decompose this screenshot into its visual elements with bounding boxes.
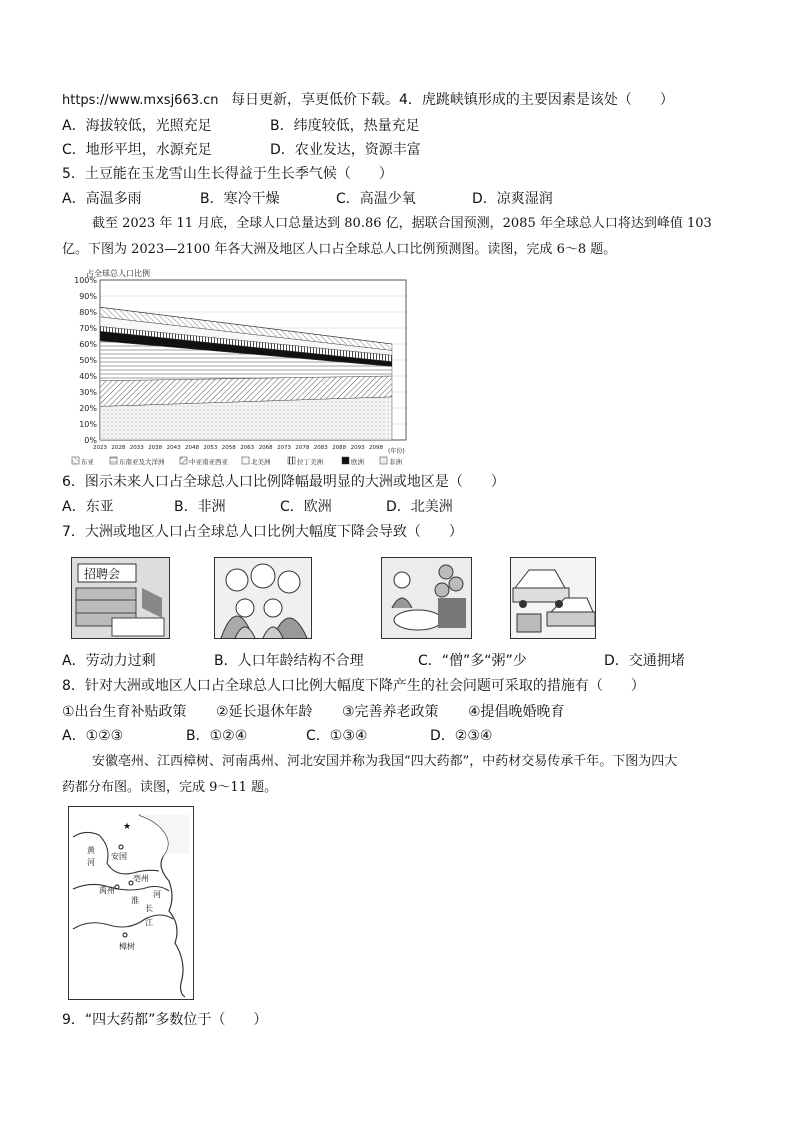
intro1-line2: 亿。下图为 2023—2100 年各大洲及地区人口占全球总人口比例预测图。读图，完成 6～8 题。 xyxy=(62,242,617,257)
chart-xtick-label: 2028 xyxy=(111,445,126,451)
map-label-chang: 长 xyxy=(145,904,153,913)
q7-pic-family xyxy=(214,557,312,639)
chart-xtick-label: 2048 xyxy=(185,445,199,451)
chart-legend-label: 非洲 xyxy=(389,458,402,466)
intro1-line1: 截至 2023 年 11 月底，全球人口总量达到 80.86 亿，据联合国预测，2085 年全球总人口将达到峰值 103 xyxy=(92,216,712,231)
chart-xtick-label: 2078 xyxy=(295,445,310,451)
chart-legend-label: 中亚南亚西亚 xyxy=(189,458,228,466)
chart-xtick-label: 2063 xyxy=(240,445,255,451)
chart-ytick-label: 30% xyxy=(79,388,97,397)
chart-xtick-label: 2083 xyxy=(313,445,328,451)
q6-option-c: C．欧洲 xyxy=(280,499,332,515)
q8-item-4: ④提倡晚婚晚育 xyxy=(468,704,565,720)
intro2-line1: 安徽亳州、江西樟树、河南禹州、河北安国并称为我国“四大药都”，中药材交易传承千年。下图为四大 xyxy=(92,754,678,769)
q8-item-2: ②延长退休年龄 xyxy=(216,704,313,720)
chart-ytick-label: 70% xyxy=(79,324,97,333)
q4-option-b: B．纬度较低，热量充足 xyxy=(270,118,420,134)
chart-legend-swatch xyxy=(180,457,187,464)
chart-ylabel: 占全球总人口比例 xyxy=(86,269,150,278)
q9-stem: 9．“四大药都”多数位于（ ） xyxy=(62,1012,268,1028)
chart-legend-label: 东南亚及大洋洲 xyxy=(119,458,165,466)
chart-legend-label: 拉丁美洲 xyxy=(297,458,323,466)
q5-option-c: C．高温少氧 xyxy=(336,191,416,207)
chart-ytick-label: 100% xyxy=(74,276,97,285)
chart-ytick-label: 80% xyxy=(79,308,97,317)
q8-option-d: D．②③④ xyxy=(430,728,493,744)
q6-option-a: A．东亚 xyxy=(62,499,114,515)
chart-ytick-label: 0% xyxy=(84,436,97,445)
q4-option-c: C．地形平坦，水源充足 xyxy=(62,142,212,158)
q8-stem: 8．针对大洲或地区人口占全球总人口比例大幅度下降产生的社会问题可采取的措施有（ ） xyxy=(62,678,645,694)
map-label-he: 河 xyxy=(87,858,95,867)
chart-xtick-label: 2023 xyxy=(93,445,107,451)
chart-xtick-label: 2098 xyxy=(369,445,383,451)
q5-option-b: B．寒冷干燥 xyxy=(200,191,280,207)
chart-xtick-label: 2088 xyxy=(332,445,347,451)
q4-stem-line xyxy=(62,90,674,111)
q7-pic-traffic xyxy=(510,557,596,639)
star-marker: ★ xyxy=(123,822,132,832)
q7-option-b: B．人口年龄结构不合理 xyxy=(214,653,364,669)
medicine-capitals-map xyxy=(68,806,194,1000)
chart-legend-swatch xyxy=(342,457,349,464)
q7-stem: 7．大洲或地区人口占全球总人口比例大幅度下降会导致（ ） xyxy=(62,524,463,540)
anguo-dot xyxy=(119,845,123,849)
chart-legend-swatch xyxy=(380,457,387,464)
zhangshu-dot xyxy=(123,933,127,937)
q4-stem: 4．虎跳峡镇形成的主要因素是该处（ ） xyxy=(398,92,674,108)
chart-ytick-label: 40% xyxy=(79,372,97,381)
chart-xtick-label: 2053 xyxy=(203,445,218,451)
map-label-zhangshu: 樟树 xyxy=(119,942,135,951)
chart-legend-swatch xyxy=(72,457,79,464)
chart-ytick-label: 50% xyxy=(79,356,97,365)
q4-option-d: D．农业发达，资源丰富 xyxy=(270,142,421,158)
chart-xtick-label: 2073 xyxy=(277,445,291,451)
map-label-jiang: 江 xyxy=(145,918,153,927)
yangtze-river xyxy=(73,915,173,929)
q8-item-3: ③完善养老政策 xyxy=(342,704,439,720)
q5-option-d: D．凉爽湿润 xyxy=(472,191,553,207)
q8-item-1: ①出台生育补贴政策 xyxy=(62,704,187,720)
chart-legend-swatch xyxy=(288,457,295,464)
map-label-yuzhou: 禹州 xyxy=(99,886,115,895)
q8-option-a: A．①②③ xyxy=(62,728,124,744)
q7-pic1-sign: 招聘会 xyxy=(84,567,121,581)
q6-option-b: B．非洲 xyxy=(174,499,226,515)
q5-option-a: A．高温多雨 xyxy=(62,191,142,207)
map-label-huai: 淮 xyxy=(131,896,139,905)
map-label-huai-he: 河 xyxy=(153,890,161,899)
chart-ytick-label: 10% xyxy=(79,420,97,429)
chart-legend-label: 北美洲 xyxy=(251,458,271,466)
chart-xlabel: (年份) xyxy=(388,448,405,455)
map-label-anguo: 安国 xyxy=(111,852,127,861)
chart-xtick-label: 2043 xyxy=(166,445,181,451)
q5-stem: 5．土豆能在玉龙雪山生长得益于生长季气候（ ） xyxy=(62,166,393,182)
q7-option-c: C．“僧”多“粥”少 xyxy=(418,653,527,669)
q7-option-a: A．劳动力过剩 xyxy=(62,653,156,669)
chart-legend-label: 欧洲 xyxy=(351,458,364,466)
promo-text: 每日更新，享更低价下载。 xyxy=(230,92,399,108)
source-url[interactable]: https://www.mxsj663.cn xyxy=(62,93,219,108)
map-label-huang: 黄 xyxy=(87,846,95,855)
chart-legend-swatch xyxy=(242,457,249,464)
chart-xtick-label: 2058 xyxy=(221,445,236,451)
chart-xtick-label: 2033 xyxy=(129,445,144,451)
chart-xtick-label: 2038 xyxy=(148,445,163,451)
q7-pic-porridge xyxy=(381,557,472,639)
q4-option-a: A．海拔较低，光照充足 xyxy=(62,118,212,134)
q8-option-b: B．①②④ xyxy=(186,728,248,744)
chart-xtick-label: 2093 xyxy=(350,445,365,451)
q7-option-d: D．交通拥堵 xyxy=(604,653,685,669)
q8-option-c: C．①③④ xyxy=(306,728,368,744)
map-label-bozhou: 亳州 xyxy=(133,874,149,883)
q6-option-d: D．北美洲 xyxy=(386,499,453,515)
chart-ytick-label: 60% xyxy=(79,340,97,349)
q6-stem: 6．图示未来人口占全球总人口比例降幅最明显的大洲或地区是（ ） xyxy=(62,474,505,490)
chart-legend-label: 东亚 xyxy=(81,458,94,466)
sea-area xyxy=(139,815,189,857)
intro2-line2: 药都分布图。读图，完成 9～11 题。 xyxy=(62,780,278,795)
chart-ytick-label: 90% xyxy=(79,292,97,301)
q7-pic-job-fair xyxy=(71,557,170,639)
chart-ytick-label: 20% xyxy=(79,404,97,413)
population-share-chart xyxy=(66,268,416,468)
chart-legend-swatch xyxy=(110,457,117,464)
chart-xtick-label: 2068 xyxy=(258,445,273,451)
